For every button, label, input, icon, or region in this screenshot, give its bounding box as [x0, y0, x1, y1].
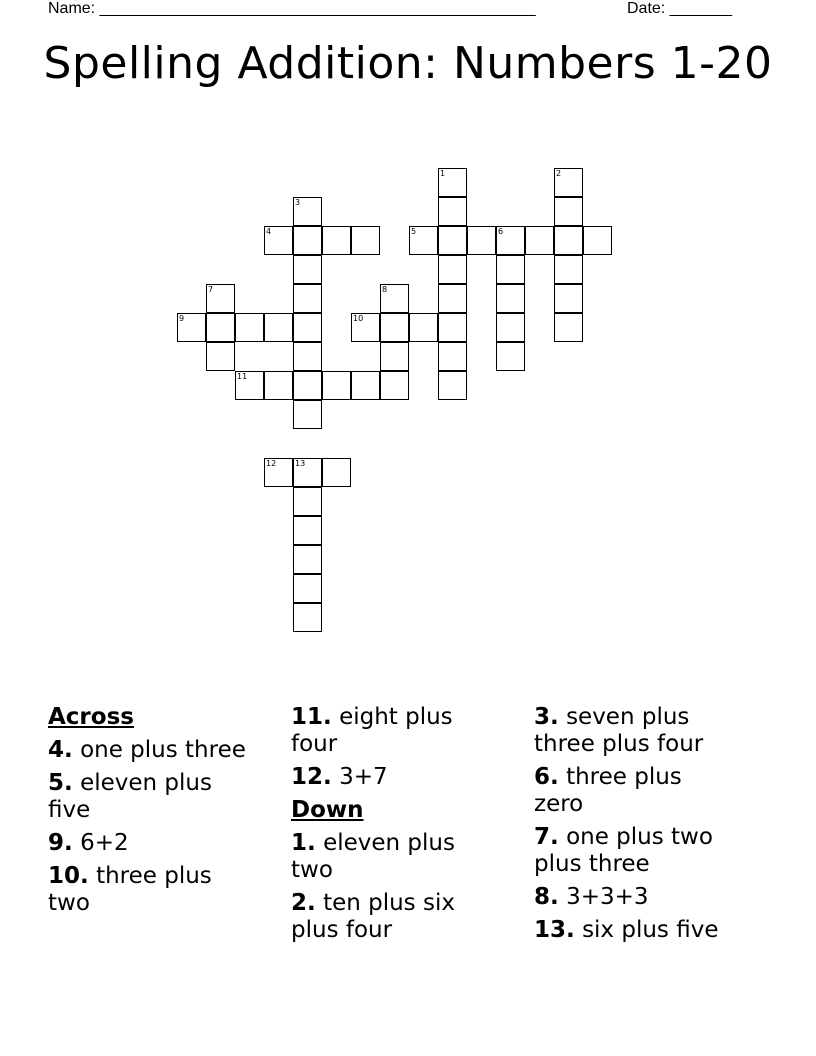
grid-cell: [380, 313, 409, 342]
grid-cell: [322, 458, 351, 487]
cell-number: 6: [498, 227, 504, 236]
down-heading: Down: [291, 797, 364, 823]
grid-cell: [351, 226, 380, 255]
grid-cell: [438, 197, 467, 226]
clue-number: 9.: [48, 830, 73, 856]
grid-cell: [496, 226, 525, 255]
grid-cell: [264, 313, 293, 342]
cell-number: 9: [179, 314, 185, 323]
grid-cell: [554, 313, 583, 342]
grid-cell: [554, 168, 583, 197]
grid-cell: [293, 226, 322, 255]
clue-text: 3+7: [339, 764, 388, 790]
clue-across-10: [48, 863, 248, 917]
clue-text: one plus three: [80, 737, 246, 763]
grid-cell: [206, 284, 235, 313]
grid-cell: [438, 284, 467, 313]
clue-text: 3+3+3: [566, 884, 649, 910]
grid-cell: [380, 284, 409, 313]
grid-cell: [496, 255, 525, 284]
grid-cell: [438, 168, 467, 197]
grid-cell: [293, 458, 322, 487]
cell-number: 5: [411, 227, 417, 236]
clue-number: 7.: [534, 824, 559, 850]
clue-number: 12.: [291, 764, 332, 790]
grid-cell: [293, 574, 322, 603]
clue-across-12: [291, 764, 491, 791]
grid-cell: [322, 226, 351, 255]
cell-number: 8: [382, 285, 388, 294]
clue-across-9: [48, 830, 248, 857]
grid-cell: [177, 313, 206, 342]
clue-text: eleven plus five: [48, 770, 212, 823]
grid-cell: [438, 313, 467, 342]
clue-down-7: [534, 824, 734, 878]
clue-text: three plus two: [48, 863, 212, 916]
clue-text: 6+2: [80, 830, 129, 856]
grid-cell: [235, 313, 264, 342]
clue-text: six plus five: [582, 917, 719, 943]
grid-cell: [496, 342, 525, 371]
grid-cell: [438, 371, 467, 400]
grid-cell: [235, 371, 264, 400]
cell-number: 10: [353, 314, 364, 323]
grid-cell: [554, 197, 583, 226]
grid-cell: [380, 371, 409, 400]
grid-cell: [409, 313, 438, 342]
clue-down-8: [534, 884, 734, 911]
grid-cell: [351, 371, 380, 400]
grid-cell: [293, 487, 322, 516]
cell-number: 3: [295, 198, 301, 207]
clue-number: 1.: [291, 830, 316, 856]
clue-text: ten plus six plus four: [291, 890, 455, 943]
clue-text: one plus two plus three: [534, 824, 713, 877]
grid-cell: [264, 458, 293, 487]
clue-across-11: [291, 704, 491, 758]
grid-cell: [496, 313, 525, 342]
grid-cell: [322, 371, 351, 400]
grid-cell: [583, 226, 612, 255]
grid-cell: [293, 197, 322, 226]
clue-number: 2.: [291, 890, 316, 916]
cell-number: 13: [295, 459, 306, 468]
clue-text: eight plus four: [291, 704, 453, 757]
grid-cell: [380, 342, 409, 371]
clue-number: 5.: [48, 770, 73, 796]
clue-text: three plus zero: [534, 764, 682, 817]
clue-column-2: [291, 704, 491, 950]
clue-text: seven plus three plus four: [534, 704, 704, 757]
grid-cell: [293, 400, 322, 429]
cell-number: 1: [440, 169, 446, 178]
clue-number: 6.: [534, 764, 559, 790]
clue-number: 8.: [534, 884, 559, 910]
clue-column-3: [534, 704, 734, 950]
grid-cell: [293, 371, 322, 400]
grid-cell: [206, 342, 235, 371]
clue-number: 10.: [48, 863, 89, 889]
grid-cell: [293, 603, 322, 632]
worksheet-title: Spelling Addition: Numbers 1-20: [43, 38, 773, 89]
clue-number: 3.: [534, 704, 559, 730]
grid-cell: [293, 342, 322, 371]
grid-cell: [467, 226, 496, 255]
grid-cell: [293, 313, 322, 342]
clue-down-1: [291, 830, 491, 884]
grid-cell: [351, 313, 380, 342]
clue-text: eleven plus two: [291, 830, 455, 883]
cell-number: 12: [266, 459, 277, 468]
grid-cell: [293, 516, 322, 545]
cell-number: 11: [237, 372, 248, 381]
clue-down-3: [534, 704, 734, 758]
grid-cell: [554, 255, 583, 284]
grid-cell: [264, 371, 293, 400]
clue-number: 4.: [48, 737, 73, 763]
name-field-line: Name: _________________________________________________: [48, 0, 536, 17]
date-field-line: Date: _______: [627, 0, 732, 17]
cell-number: 2: [556, 169, 562, 178]
grid-cell: [554, 226, 583, 255]
grid-cell: [438, 226, 467, 255]
grid-cell: [293, 284, 322, 313]
grid-cell: [293, 545, 322, 574]
clue-number: 13.: [534, 917, 575, 943]
clue-column-1: [48, 704, 248, 923]
clue-number: 11.: [291, 704, 332, 730]
clue-down-2: [291, 890, 491, 944]
across-heading: Across: [48, 704, 134, 730]
grid-cell: [438, 342, 467, 371]
grid-cell: [554, 284, 583, 313]
grid-cell: [293, 255, 322, 284]
grid-cell: [525, 226, 554, 255]
clue-down-13: [534, 917, 734, 944]
clue-down-6: [534, 764, 734, 818]
cell-number: 7: [208, 285, 214, 294]
grid-cell: [438, 255, 467, 284]
clue-across-4: [48, 737, 248, 764]
grid-cell: [206, 313, 235, 342]
grid-cell: [496, 284, 525, 313]
cell-number: 4: [266, 227, 272, 236]
grid-cell: [264, 226, 293, 255]
clue-across-5: [48, 770, 248, 824]
grid-cell: [409, 226, 438, 255]
